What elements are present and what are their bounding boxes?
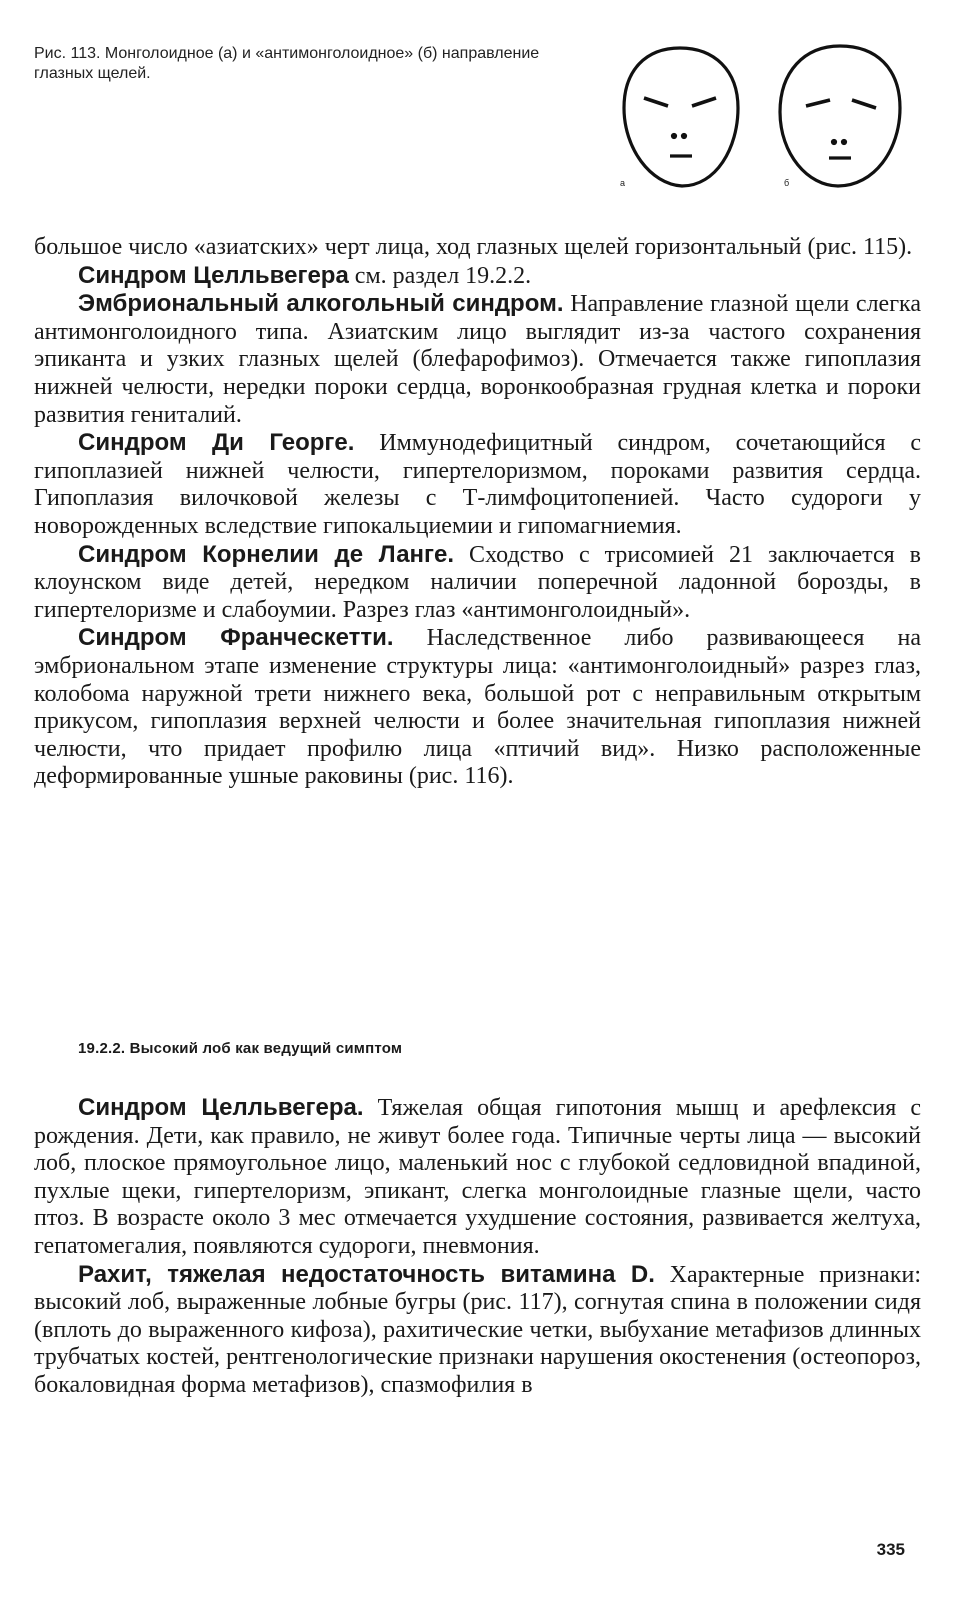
term-digeorge: Синдром Ди Георге. bbox=[78, 429, 355, 457]
section-heading: 19.2.2. Высокий лоб как ведущий симптом bbox=[78, 1040, 403, 1057]
face-a-label: а bbox=[620, 178, 626, 188]
paragraph-cornelia-de-lange bbox=[34, 541, 921, 625]
face-b-antimongoloid bbox=[780, 46, 900, 186]
paragraph-continuation: большое число «азиатских» черт лица, ход глазных щелей горизонтальный (рис. 115). bbox=[34, 234, 913, 260]
term-zellweger: Синдром Целльвегера bbox=[78, 261, 349, 289]
term-zellweger-syndrome: Синдром Целльвегера. bbox=[78, 1094, 364, 1121]
term-cornelia-de-lange: Синдром Корнелии де Ланге. bbox=[78, 540, 455, 568]
page-number: 335 bbox=[876, 1540, 905, 1559]
face-a-mongoloid bbox=[624, 48, 738, 186]
figure-113-faces bbox=[618, 36, 928, 206]
paragraph-text: Характерные признаки: высокий лоб, выраженные лобные бугры (рис. 117), согнутая спина в положении сидя (вплоть до выраженного кифоза), рахитические четки, выбухание метафизов длинных трубчатых костей, рентгенологические признаки нарушения окостенения (остеопороз, бокаловидная форма метафизов), спазмофилия в bbox=[34, 1261, 922, 1398]
main-text-block-2 bbox=[34, 1094, 921, 1400]
paragraph-franceschetti bbox=[34, 624, 921, 791]
paragraph-text: Направление глазной щели слегка антимонголоидного типа. Азиатским лицо выглядит из-за частого сохранения эпиканта и узких глазных щелей (блефарофимоз). Отмечается также гипоплазия нижней челюсти, нередки пороки сердца, воронкообразная грудная клетка и пороки развития гениталий. bbox=[34, 291, 921, 428]
face-b-label: б bbox=[784, 178, 790, 188]
main-text-block-1 bbox=[34, 234, 921, 791]
paragraph-text: см. раздел 19.2.2. bbox=[348, 262, 532, 289]
paragraph-digeorge bbox=[34, 429, 921, 540]
paragraph-zellweger-ref bbox=[34, 262, 921, 291]
paragraph-text: Сходство с трисомией 21 заключается в клоунском виде детей, нередком наличии поперечной ладонной борозды, в гипертелоризме и слабоумии. Разрез глаз «антимонголоидный». bbox=[34, 541, 921, 623]
paragraph-rickets bbox=[34, 1261, 921, 1400]
paragraph-text: Тяжелая общая гипотония мышц и арефлексия с рождения. Дети, как правило, не живут более года. Типичные черты лица — высокий лоб, плоское прямоугольное лицо, маленький нос с глубокой седловидной впадиной, пухлые щеки, гипертелоризм, эпикант, слегка монголоидные глазные щели, часто птоз. В возрасте около 3 мес отмечается ухудшение состояния, развивается желтуха, гепатомегалия, появляются судороги, пневмония. bbox=[34, 1095, 921, 1259]
term-franceschetti: Синдром Франческетти. bbox=[78, 624, 394, 652]
term-rickets: Рахит, тяжелая недостаточность витамина D. bbox=[78, 1260, 655, 1288]
figure-caption: Рис. 113. Монголоидное (а) и «антимонголоидное» (б) направление глазных щелей. bbox=[34, 45, 540, 82]
paragraph-fetal-alcohol bbox=[34, 290, 921, 429]
paragraph-text: Наследственное либо развивающееся на эмбриональном этапе изменение структуры лица: «антимонголоидный» разрез глаз, колобома наружной трети нижнего века, большой рот с неправильным открытым прикусом, гипоплазия верхней челюсти и более значительная гипоплазия нижней челюсти, что придает профилю лица «птичий вид». Низко расположенные деформированные ушные раковины (рис. 116). bbox=[34, 625, 921, 790]
paragraph-text: Иммунодефицитный синдром, сочетающийся с гипоплазией нижней челюсти, гипертелоризмом, пороками развития сердца. Гипоплазия вилочковой железы с Т-лимфоцитопенией. Часто судороги у новорожденных вследствие гипокальциемии и гипомагниемия. bbox=[34, 430, 922, 539]
paragraph-zellweger bbox=[34, 1094, 921, 1261]
term-fetal-alcohol: Эмбриональный алкогольный синдром. bbox=[78, 290, 564, 318]
